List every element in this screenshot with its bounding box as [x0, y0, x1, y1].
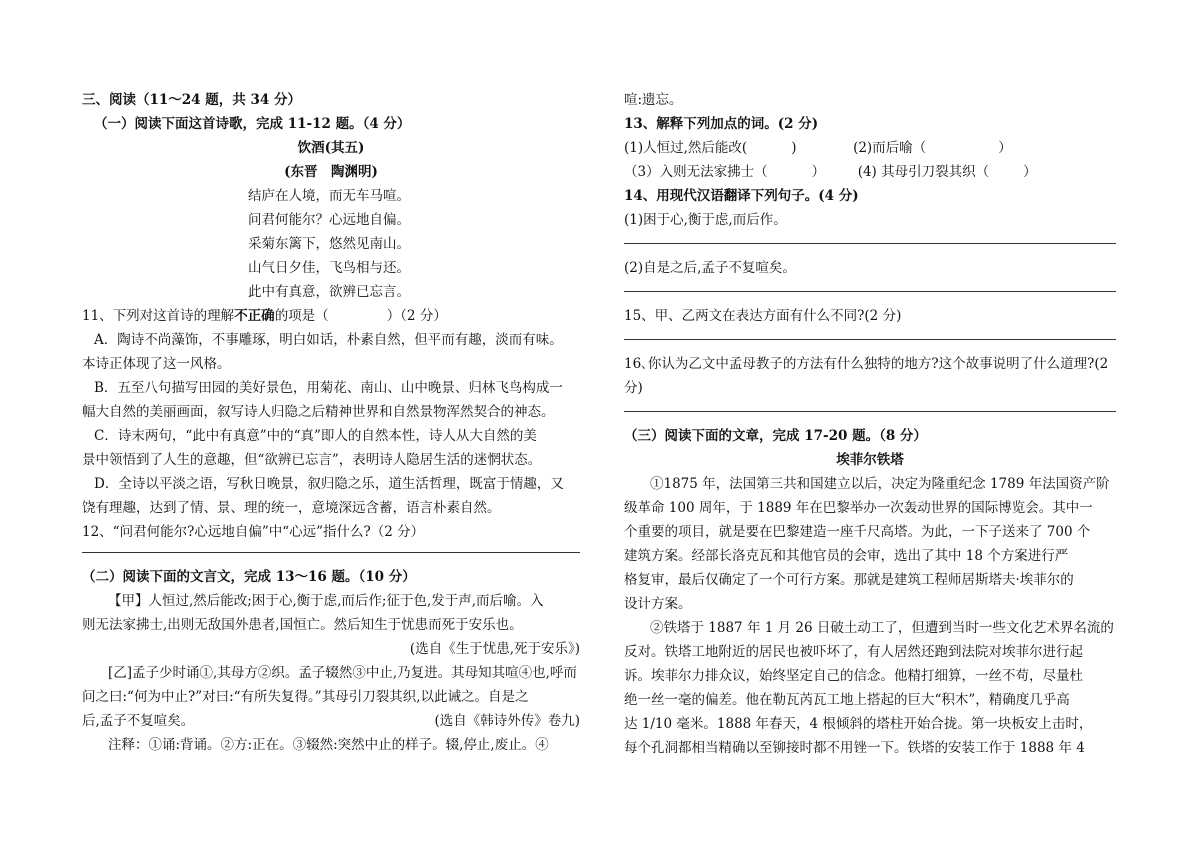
part2-title: （二）阅读下面的文言文，完成 13～16 题。（10 分）	[82, 569, 416, 585]
article-line: 格复审，最后仅确定了一个可行方案。那就是建筑工程师居斯塔夫·埃菲尔的	[624, 572, 1074, 588]
part3-title: （三）阅读下面的文章，完成 17-20 题。（8 分）	[624, 428, 927, 444]
q11-option-line: C．诗末两句，“此中有真意”中的“真”即人的自然本性，诗人从大自然的美	[94, 428, 537, 444]
q14-sentence-1: (1)困于心,衡于虑,而后作。	[624, 212, 787, 228]
poem-line: 结庐在人境，而无车马喧。	[248, 188, 410, 204]
article-line: 设计方案。	[624, 596, 692, 612]
article-line: 建筑方案。经部长洛克瓦和其他官员的会审，选出了其中 18 个方案进行严	[624, 548, 1069, 564]
article-title: 埃菲尔铁塔	[836, 452, 904, 468]
q13-item-3-close: ）	[811, 164, 826, 180]
question-12: 12、“问君何能尔?心远地自偏”中“心远”指什么?（2 分）	[82, 524, 425, 540]
jia-text-line: 则无法家拂士,出则无敌国外患者,国恒亡。然后知生于忧患而死于安乐也。	[82, 617, 523, 633]
q13-item-1-close: )	[791, 140, 797, 156]
answer-line[interactable]	[624, 243, 1116, 244]
q11-suffix: ）（2 分）	[386, 308, 447, 324]
q13-item-4-close: ）	[1023, 164, 1037, 180]
left-column	[82, 88, 580, 757]
poem-author: (东晋 陶渊明)	[284, 164, 378, 180]
q11-option-line: D．全诗以平淡之语，写秋日晚景，叙归隐之乐，道生活哲理，既富于情趣，又	[94, 476, 564, 492]
poem-line: 问君何能尔？心远地自偏。	[248, 212, 410, 228]
question-16-line2: 分)	[624, 380, 643, 396]
q14-sentence-2: (2)自是之后,孟子不复喧矣。	[624, 260, 796, 276]
q13-item-2: (2)而后喻（	[853, 140, 927, 156]
part1-title: （一）阅读下面这首诗歌，完成 11-12 题。（4 分）	[94, 116, 411, 132]
jia-text-line: 【甲】人恒过,然后能改;困于心,衡于虑,而后作;征于色,发于声,而后喻。入	[108, 593, 544, 609]
poem-line: 采菊东篱下，悠然见南山。	[248, 236, 410, 252]
q11-option-line: A．陶诗不尚藻饰，不事雕琢，明白如话，朴素自然，但平而有趣，淡而有味。	[94, 332, 563, 348]
article-line: 个重要的项目，就是要在巴黎建造一座千尺高塔。为此，一下子送来了 700 个	[624, 524, 1091, 540]
q11-option-line: 饶有理趣，达到了情、景、理的统一，意境深远含蓄，语言朴素自然。	[82, 500, 501, 516]
q11-mid: 的项是（	[274, 308, 329, 324]
q11-option-line: 本诗正体现了这一风格。	[82, 356, 231, 372]
answer-line[interactable]	[624, 411, 1116, 412]
yi-last-line	[82, 709, 580, 733]
q11-option-line: 幅大自然的美丽画面，叙写诗人归隐之后精神世界和自然景物浑然契合的神态。	[82, 404, 555, 420]
article-line: 达 1/10 毫米。1888 年春天，4 根倾斜的塔柱开始合拢。第一块板安上击时，	[624, 716, 1093, 732]
poem-line: 此中有真意，欲辨已忘言。	[248, 284, 410, 300]
q11-option-line: B．五至八句描写田园的美好景色，用菊花、南山、山中晚景、归林飞鸟构成一	[94, 380, 563, 396]
answer-line[interactable]	[82, 552, 580, 553]
article-line: 诉。埃菲尔力排众议，始终坚定自己的信念。他精打细算，一丝不苟，尽量杜	[624, 668, 1083, 684]
notes: 注释：①诵:背诵。②方:正在。③辍然:突然中止的样子。辍,停止,废止。④	[108, 737, 549, 753]
poem-line: 山气日夕佳，飞鸟相与还。	[248, 260, 410, 276]
article-line: 每个孔洞都相当精确以至铆接时都不用锉一下。铁塔的安装工作于 1888 年 4	[624, 740, 1085, 756]
q13-item-2-close: ）	[998, 140, 1012, 156]
article-line: 级革命 100 周年，于 1889 年在巴黎举办一次轰动世界的国际博览会。其中一	[624, 500, 1093, 516]
q11-prefix: 11、下列对这首诗的理解	[82, 308, 235, 324]
notes-end: 喧:遗忘。	[624, 92, 683, 108]
poem-title: 饮酒(其五)	[297, 140, 365, 156]
yi-last-text: 后,孟子不复喧矣。	[82, 713, 195, 729]
answer-line[interactable]	[624, 291, 1116, 292]
q13-item-3: （3）入则无法家拂士（	[624, 164, 768, 180]
q13-row-2	[624, 160, 1116, 184]
question-13: 13、解释下列加点的词。(2 分)	[624, 116, 819, 132]
q13-item-1: (1)人恒过,然后能改(	[624, 140, 748, 156]
article-line: 反对。铁塔工地附近的居民也被吓坏了，有人居然还跑到法院对埃菲尔进行起	[624, 644, 1083, 660]
question-15: 15、甲、乙两文在表达方面有什么不同?(2 分)	[624, 308, 902, 324]
question-16-line1: 16､你认为乙文中孟母教子的方法有什么独特的地方?这个故事说明了什么道理?(2	[624, 356, 1109, 372]
article-line: 绝一丝一毫的偏差。他在勒瓦芮瓦工地上搭起的巨大“积木”，精确度几乎高	[624, 692, 1070, 708]
answer-line[interactable]	[624, 339, 1116, 340]
yi-text-line: 问之曰:“何为中止?”对曰:“有所失复得。”其母引刀裂其织,以此诫之。自是之	[82, 689, 529, 705]
section-title: 三、阅读（11～24 题，共 34 分）	[82, 92, 301, 108]
article-line: ②铁塔于 1887 年 1 月 26 日破土动工了，但遭到当时一些文化艺术界名流的	[650, 620, 1114, 636]
q11-emphasis: 不正确	[234, 308, 275, 324]
question-14: 14、用现代汉语翻译下列句子。(4 分)	[624, 188, 859, 204]
q11-option-line: 景中领悟到了人生的意趣，但“欲辨已忘言”，表明诗人隐居生活的迷惘状态。	[82, 452, 542, 468]
right-column	[624, 88, 1116, 760]
q13-item-4: (4) 其母引刀裂其织（	[857, 164, 990, 180]
jia-source: (选自《生于忧患,死于安乐》)	[409, 641, 580, 657]
yi-source: (选自《韩诗外传》卷九)	[434, 713, 580, 729]
yi-text-line: [乙]孟子少时诵①,其母方②织。孟子辍然③中止,乃复进。其母知其喧④也,呼而	[108, 665, 577, 681]
q13-row-1	[624, 136, 1116, 160]
question-11	[82, 304, 580, 328]
article-line: ①1875 年，法国第三共和国建立以后，决定为隆重纪念 1789 年法国资产阶	[650, 476, 1110, 492]
